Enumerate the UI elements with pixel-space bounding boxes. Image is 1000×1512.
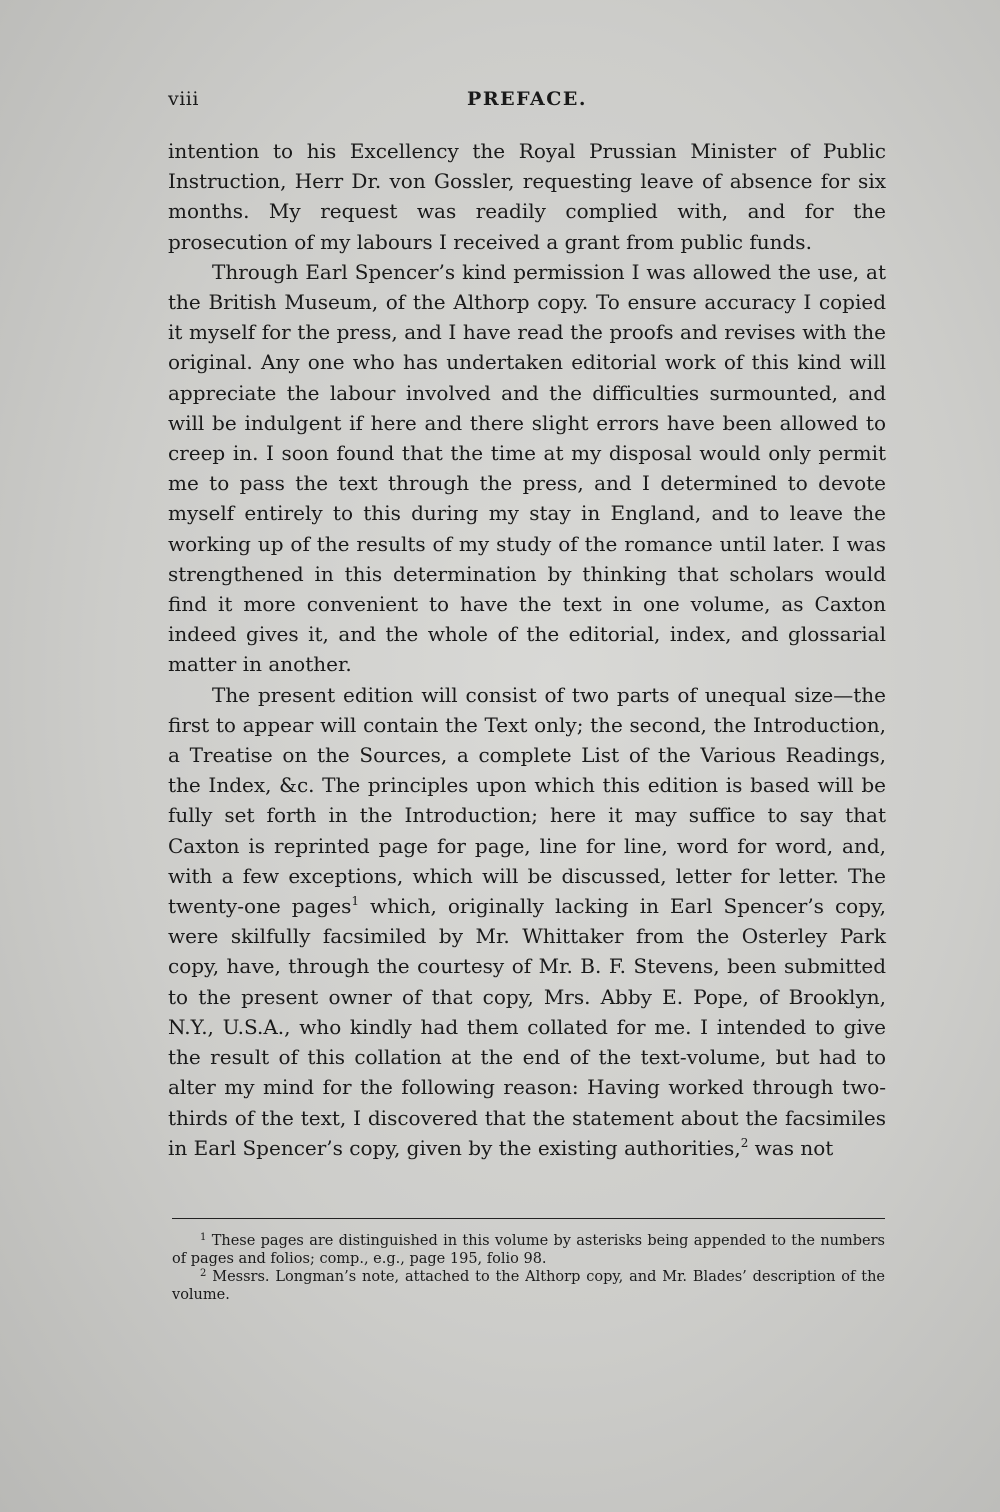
footnote [172,1232,885,1268]
paragraph-text: was not [748,1135,834,1160]
running-title: PREFACE. [467,88,587,110]
footnote-rule [172,1218,885,1219]
paragraph-text: Through Earl Spencer’s kind permission I was allowed the use, at the British Museum, of the Althorp copy. To ensure accuracy I copied it myself for the press, and I have read the proofs and revises with the original. Any one who has undertaken editorial work of this kind will appreciate the labour involved and the difficulties surmounted, and will be indulgent if here and there slight errors have been allowed to creep in. I soon found that the time at my disposal would only permit me to pass the text through the press, and I determined to devote myself entirely to this during my stay in England, and to leave the working up of the results of my study of the romance until later. I was strengthened in this determination by thinking that scholars would find it more convenient to have the text in one volume, as Caxton indeed gives it, and the whole of the editorial, index, and glossarial matter in another. [168,259,886,677]
paragraph-continued [168,136,886,257]
footnote [172,1268,885,1304]
footnote-reference-1: 1 [351,894,360,909]
paragraph-text: intention to his Excellency the Royal Prussian Minister of Public Instruction, Herr Dr. von Gossler, requesting leave of absence for six months. My request was readily complied with, and for the prosecution of my labours I received a grant from public funds. [168,139,886,254]
paragraph [168,680,886,1163]
page-number: viii [168,88,199,110]
footnote-reference-2: 2 [740,1135,749,1150]
footnote-marker: 2 [200,1268,207,1279]
footnote-text: These pages are distinguished in this volume by asterisks being appended to the numbers of pages and folios; comp., e.g., page 195, folio 98. [172,1233,886,1267]
footnote-text: Messrs. Longman’s note, attached to the Althorp copy, and Mr. Blades’ description of the volume. [172,1269,886,1303]
body-text [168,136,886,1163]
paragraph-text: The present edition will consist of two parts of unequal size—the first to appear will contain the Text only; the second, the Introduction, a Treatise on the Sources, a complete List of the Various Readings, the Index, &c. The principles upon which this edition is based will be fully set forth in the Introduction; here it may suffice to say that Caxton is reprinted page for page, line for line, word for word, and, with a few exceptions, which will be discussed, letter for letter. The twenty-one pages [168,682,886,919]
footnotes [172,1232,885,1304]
paragraph-text: which, originally lacking in Earl Spencer’s copy, were skilfully facsimiled by Mr. Whittaker from the Osterley Park copy, have, through the courtesy of Mr. B. F. Stevens, been submitted to the present owner of that copy, Mrs. Abby E. Pope, of Brooklyn, N.Y., U.S.A., who kindly had them collated for me. I intended to give the result of this collation at the end of the text-volume, but had to alter my mind for the following reason: Having worked through two-thirds of the text, I discovered that the statement about the facsimiles in Earl Spencer’s copy, given by the existing authorities, [168,894,886,1160]
footnote-marker: 1 [200,1232,207,1243]
paragraph [168,257,886,680]
running-head [168,88,886,118]
